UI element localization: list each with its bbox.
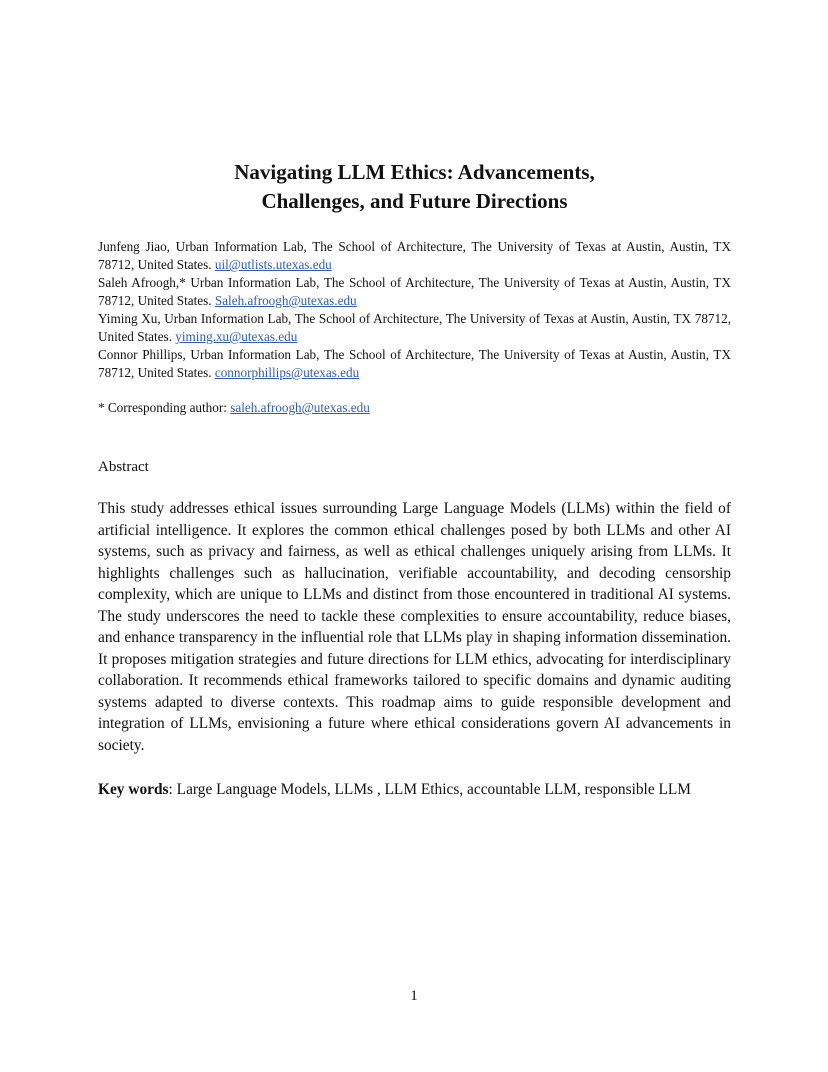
author-email-link[interactable]: yiming.xu@utexas.edu bbox=[175, 329, 298, 344]
title-line-1: Navigating LLM Ethics: Advancements, bbox=[234, 160, 595, 184]
corresponding-author-email-link[interactable]: saleh.afroogh@utexas.edu bbox=[230, 400, 370, 415]
author-entry bbox=[98, 310, 731, 346]
author-email-link[interactable]: uil@utlists.utexas.edu bbox=[214, 257, 332, 272]
author-entry bbox=[98, 274, 731, 310]
abstract-heading: Abstract bbox=[98, 459, 149, 475]
author-affiliation: Saleh Afroogh,* Urban Information Lab, The School of Architecture, The University of Texas at Austin, Austin, TX 78712, United States. bbox=[98, 275, 731, 308]
author-entry bbox=[98, 346, 731, 382]
author-email-link[interactable]: connorphillips@utexas.edu bbox=[214, 365, 360, 380]
abstract-body: This study addresses ethical issues surrounding Large Language Models (LLMs) within the field of artificial intelligence. It explores the common ethical challenges posed by both LLMs and other AI systems, such as privacy and fairness, as well as ethical challenges uniquely arising from LLMs. It highlights challenges such as hallucination, verifiable accountability, and decoding censorship complexity, which are unique to LLMs and distinct from those encountered in traditional AI systems. The study underscores the need to tackle these complexities to ensure accountability, reduce biases, and enhance transparency in the influential role that LLMs play in shaping information dissemination. It proposes mitigation strategies and future directions for LLM ethics, advocating for interdisciplinary collaboration. It recommends ethical frameworks tailored to specific domains and dynamic auditing systems adapted to diverse contexts. This roadmap aims to guide responsible development and integration of LLMs, envisioning a future where ethical considerations govern AI advancements in society. bbox=[98, 500, 731, 754]
title-line-2: Challenges, and Future Directions bbox=[261, 189, 568, 213]
keywords-label: Key words bbox=[98, 781, 169, 798]
page-number: 1 bbox=[410, 988, 418, 1004]
corresponding-author-label: * Corresponding author: bbox=[98, 400, 231, 415]
keywords bbox=[98, 779, 731, 800]
author-list bbox=[98, 238, 731, 382]
author-affiliation: Yiming Xu, Urban Information Lab, The School of Architecture, The University of Texas at Austin, Austin, TX 78712, United States. bbox=[98, 311, 731, 344]
author-affiliation: Junfeng Jiao, Urban Information Lab, The School of Architecture, The University of Texas at Austin, Austin, TX 78712, United States. bbox=[98, 239, 731, 272]
author-email-link[interactable]: Saleh.afroogh@utexas.edu bbox=[214, 293, 357, 308]
author-affiliation: Connor Phillips, Urban Information Lab, The School of Architecture, The University of Texas at Austin, Austin, TX 78712, United States. bbox=[98, 347, 731, 380]
keywords-text: : Large Language Models, LLMs , LLM Ethics, accountable LLM, responsible LLM bbox=[168, 781, 691, 798]
author-entry bbox=[98, 238, 731, 274]
corresponding-author bbox=[98, 399, 731, 417]
paper-title bbox=[98, 158, 731, 216]
